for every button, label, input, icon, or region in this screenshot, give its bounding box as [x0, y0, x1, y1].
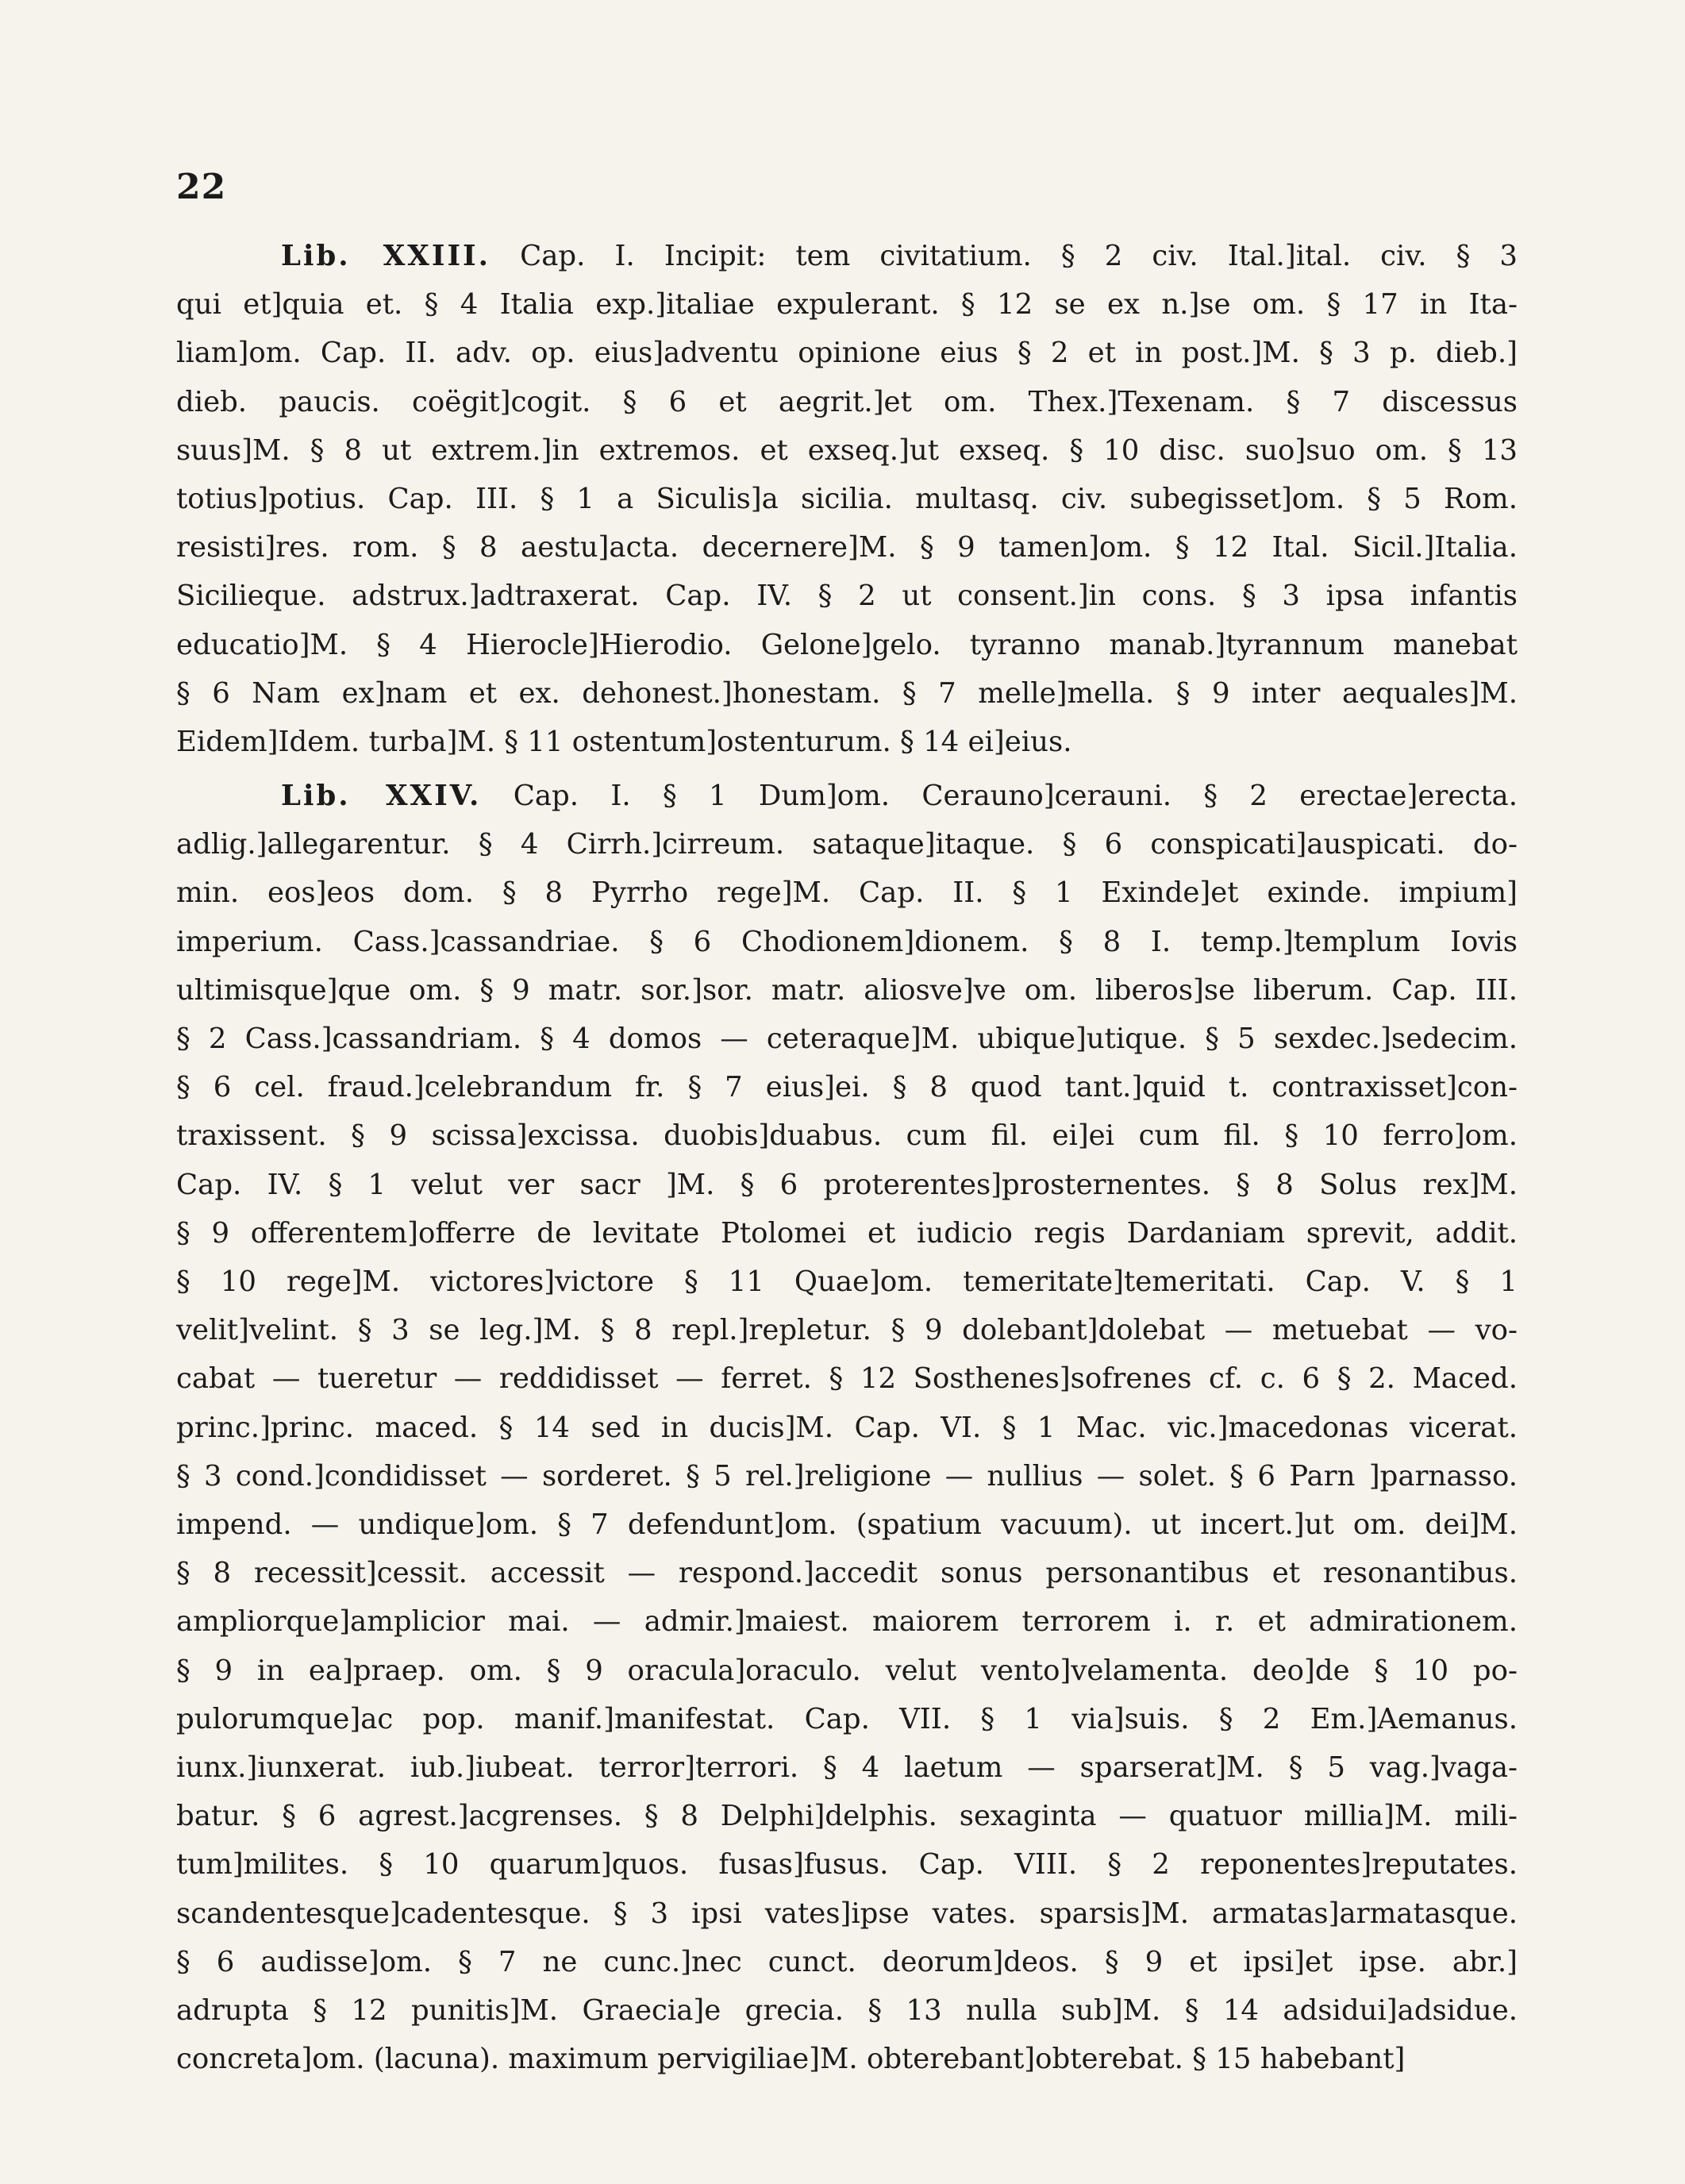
lib-xxiii-apparatus	[176, 232, 1518, 766]
line-text: adrupta § 12 punitis]M. Graecia]e grecia. § 13 nulla sub]M. § 14 adsidui]adsidue.	[176, 1994, 1518, 2028]
text-line	[176, 1306, 1518, 1354]
text-line	[176, 718, 1518, 766]
text-line	[176, 1500, 1518, 1549]
line-text: imperium. Cass.]cassandriae. § 6 Chodionem]dionem. § 8 I. temp.]templum Iovis	[176, 925, 1518, 958]
text-line	[176, 232, 1518, 280]
text-line	[176, 1889, 1518, 1938]
text-line	[176, 1161, 1518, 1209]
line-text: concreta]om. (lacuna). maximum pervigiliae]M. obterebant]obterebat. § 15 habebant]	[176, 2043, 1406, 2076]
line-text: § 9 in ea]praep. om. § 9 oracula]oraculo. velut vento]velamenta. deo]de § 10 po-	[176, 1654, 1518, 1687]
line-text: ampliorque]amplicior mai. — admir.]maiest. maiorem terrorem i. r. et admirationem.	[176, 1605, 1518, 1639]
text-line	[176, 2035, 1518, 2083]
text-line	[176, 1452, 1518, 1500]
line-text: Cap. IV. § 1 velut ver sacr ]M. § 6 proterentes]prosternentes. § 8 Solus rex]M.	[176, 1168, 1518, 1201]
text-line	[176, 820, 1518, 869]
text-line	[176, 1111, 1518, 1160]
text-line	[176, 1258, 1518, 1306]
text-line	[176, 426, 1518, 475]
text-line	[176, 621, 1518, 669]
line-text: batur. § 6 agrest.]acgrenses. § 8 Delphi]delphis. sexaginta — quatuor millia]M. mili-	[176, 1800, 1518, 1833]
line-text: qui et]quia et. § 4 Italia exp.]italiae expulerant. § 12 se ex n.]se om. § 17 in Ita-	[176, 288, 1518, 322]
text-line	[176, 772, 1518, 820]
line-text: § 10 rege]M. victores]victore § 11 Quae]om. temeritate]temeritati. Cap. V. § 1	[176, 1265, 1518, 1299]
text-line	[176, 1015, 1518, 1063]
text-line	[176, 523, 1518, 572]
text-line	[176, 378, 1518, 426]
line-text: liam]om. Cap. II. adv. op. eius]adventu opinione eius § 2 et in post.]M. § 3 p. dieb.]	[176, 337, 1518, 370]
line-text: min. eos]eos dom. § 8 Pyrrho rege]M. Cap. II. § 1 Exinde]et exinde. impium]	[176, 876, 1518, 910]
line-text: pulorumque]ac pop. manif.]manifestat. Cap. VII. § 1 via]suis. § 2 Em.]Aemanus.	[176, 1702, 1518, 1735]
text-line	[176, 1743, 1518, 1792]
line-text: dieb. paucis. coëgit]cogit. § 6 et aegrit.]et om. Thex.]Texenam. § 7 discessus	[176, 385, 1518, 418]
line-text: § 2 Cass.]cassandriam. § 4 domos — ceteraque]M. ubique]utique. § 5 sexdec.]sedecim.	[176, 1023, 1518, 1056]
text-line	[176, 1549, 1518, 1597]
line-text: Cap. I. Incipit: tem civitatium. § 2 civ. Ital.]ital. civ. § 3	[520, 240, 1518, 272]
text-line	[176, 1647, 1518, 1695]
book-heading: Lib. XXIII.	[281, 240, 491, 272]
text-line	[176, 1938, 1518, 1986]
line-text: ultimisque]que om. § 9 matr. sor.]sor. matr. aliosve]ve om. liberos]se liberum. Cap. III.	[176, 973, 1518, 1007]
line-text: § 3 cond.]condidisset — sorderet. § 5 rel.]religione — nullius — solet. § 6 Parn ]parnasso.	[176, 1459, 1518, 1493]
line-text: Cap. I. § 1 Dum]om. Cerauno]cerauni. § 2 erectae]erecta.	[513, 780, 1518, 812]
text-line	[176, 572, 1518, 620]
line-text: iunx.]iunxerat. iub.]iubeat. terror]terrori. § 4 laetum — sparserat]M. § 5 vag.]vaga-	[176, 1751, 1518, 1785]
line-text: § 9 offerentem]offerre de levitate Ptolomei et iudicio regis Dardaniam sprevit, addit.	[176, 1216, 1518, 1250]
book-heading: Lib. XXIV.	[281, 780, 482, 812]
page-number: 22	[176, 167, 227, 207]
line-text: § 6 Nam ex]nam et ex. dehonest.]honestam. § 7 melle]mella. § 9 inter aequales]M.	[176, 676, 1518, 710]
line-text: cabat — tueretur — reddidisset — ferret. § 12 Sosthenes]sofrenes cf. c. 6 § 2. Maced.	[176, 1362, 1518, 1396]
text-line	[176, 966, 1518, 1015]
line-text: velit]velint. § 3 se leg.]M. § 8 repl.]repletur. § 9 dolebant]dolebat — metuebat — vo-	[176, 1314, 1518, 1347]
line-text: princ.]princ. maced. § 14 sed in ducis]M. Cap. VI. § 1 Mac. vic.]macedonas vicerat.	[176, 1411, 1518, 1444]
line-text: § 6 audisse]om. § 7 ne cunc.]nec cunct. deorum]deos. § 9 et ipsi]et ipse. abr.]	[176, 1945, 1518, 1978]
line-text: adlig.]allegarentur. § 4 Cirrh.]cirreum. sataque]itaque. § 6 conspicati]auspicati. do-	[176, 828, 1518, 861]
line-text: suus]M. § 8 ut extrem.]in extremos. et exseq.]ut exseq. § 10 disc. suo]suo om. § 13	[176, 433, 1518, 467]
line-text: § 8 recessit]cessit. accessit — respond.]accedit sonus personantibus et resonantibus.	[176, 1557, 1518, 1590]
line-text: § 6 cel. fraud.]celebrandum fr. § 7 eius]ei. § 8 quod tant.]quid t. contraxisset]con-	[176, 1071, 1518, 1104]
text-line	[176, 869, 1518, 917]
line-text: scandentesque]cadentesque. § 3 ipsi vates]ipse vates. sparsis]M. armatas]armatasque.	[176, 1897, 1518, 1930]
text-line	[176, 1404, 1518, 1452]
text-line	[176, 1063, 1518, 1111]
text-line	[176, 1840, 1518, 1889]
line-text: educatio]M. § 4 Hierocle]Hierodio. Gelone]gelo. tyranno manab.]tyrannum manebat	[176, 628, 1518, 661]
text-line	[176, 475, 1518, 523]
line-text: Eidem]Idem. turba]M. § 11 ostentum]ostenturum. § 14 ei]eius.	[176, 726, 1072, 759]
line-text: Sicilieque. adstrux.]adtraxerat. Cap. IV. § 2 ut consent.]in cons. § 3 ipsa infantis	[176, 580, 1518, 613]
text-line	[176, 1209, 1518, 1258]
text-line	[176, 329, 1518, 377]
text-line	[176, 1597, 1518, 1646]
line-text: tum]milites. § 10 quarum]quos. fusas]fusus. Cap. VIII. § 2 reponentes]reputates.	[176, 1848, 1518, 1882]
text-line	[176, 669, 1518, 718]
line-text: totius]potius. Cap. III. § 1 a Siculis]a sicilia. multasq. civ. subegisset]om. § 5 Rom.	[176, 483, 1518, 516]
text-line	[176, 1792, 1518, 1840]
text-line	[176, 1695, 1518, 1743]
text-line	[176, 1354, 1518, 1403]
text-line	[176, 918, 1518, 966]
line-text: traxissent. § 9 scissa]excissa. duobis]duabus. cum fil. ei]ei cum fil. § 10 ferro]om.	[176, 1119, 1518, 1153]
line-text: resisti]res. rom. § 8 aestu]acta. decernere]M. § 9 tamen]om. § 12 Ital. Sicil.]Italia.	[176, 531, 1518, 564]
line-text: impend. — undique]om. § 7 defendunt]om. (spatium vacuum). ut incert.]ut om. dei]M.	[176, 1508, 1518, 1542]
text-line	[176, 1986, 1518, 2035]
text-line	[176, 280, 1518, 329]
lib-xxiv-apparatus	[176, 772, 1518, 2083]
